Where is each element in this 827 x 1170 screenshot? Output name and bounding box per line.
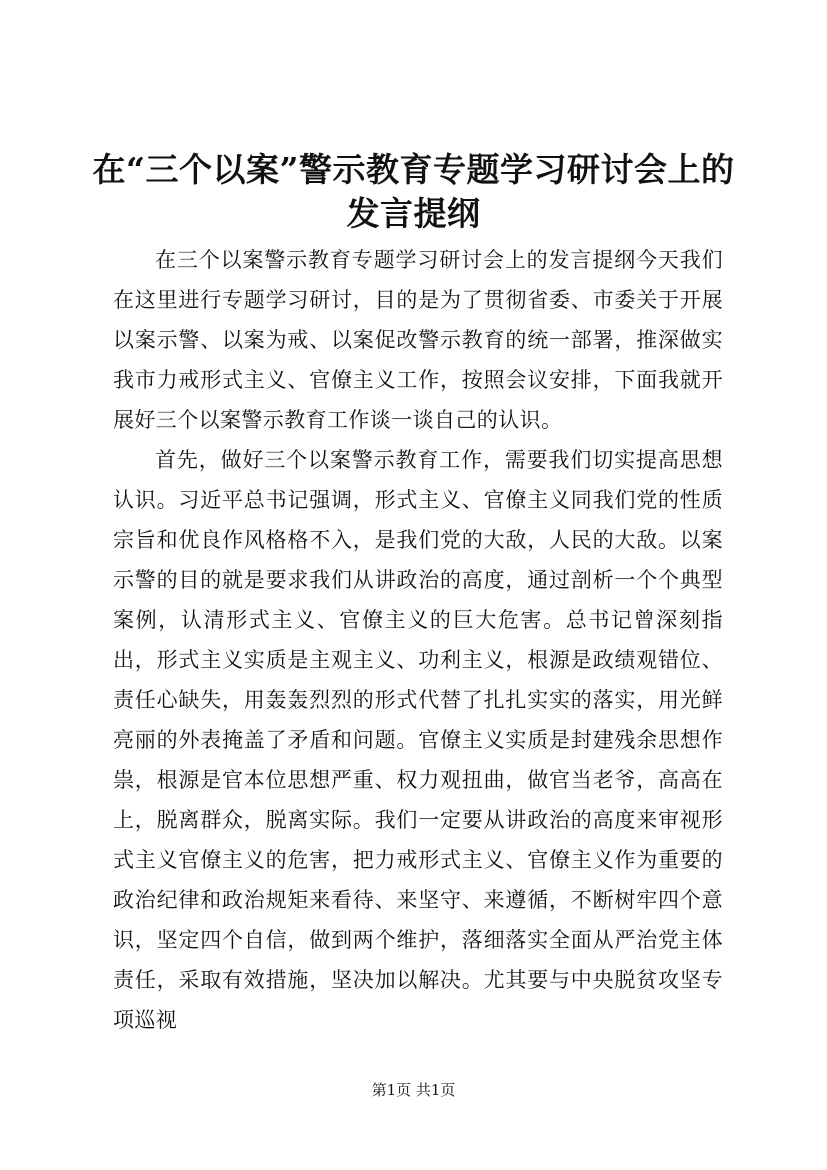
document-body	[113, 240, 723, 1040]
page-number-label: 第1页 共1页	[371, 1081, 456, 1099]
title-line-2: 发言提纲	[346, 194, 481, 233]
document-title	[80, 148, 747, 236]
paragraph-intro: 在三个以案警示教育专题学习研讨会上的发言提纲今天我们在这里进行专题学习研讨，目的是为了贯彻省委、市委关于开展以案示警、以案为戒、以案促改警示教育的统一部署，推深做实我市力戒形式主义、官僚主义工作，按照会议安排，下面我就开展好三个以案警示教育工作谈一谈自己的认识。	[113, 248, 723, 432]
title-line-1: 在“三个以案”警示教育专题学习研讨会上的	[92, 150, 735, 189]
page-footer	[0, 1080, 827, 1100]
paragraph-first-point: 首先，做好三个以案警示教育工作，需要我们切实提高思想认识。习近平总书记强调，形式主义、官僚主义同我们党的性质宗旨和优良作风格格不入，是我们党的大敌，人民的大敌。以案示警的目的就是要求我们从讲政治的高度，通过剖析一个个典型案例，认清形式主义、官僚主义的巨大危害。总书记曾深刻指出，形式主义实质是主观主义、功利主义，根源是政绩观错位、责任心缺失，用轰轰烈烈的形式代替了扎扎实实的落实，用光鲜亮丽的外表掩盖了矛盾和问题。官僚主义实质是封建残余思想作祟，根源是官本位思想严重、权力观扭曲，做官当老爷，高高在上，脱离群众，脱离实际。我们一定要从讲政治的高度来审视形式主义官僚主义的危害，把力戒形式主义、官僚主义作为重要的政治纪律和政治规矩来看待、来坚守、来遵循，不断树牢四个意识，坚定四个自信，做到两个维护，落细落实全面从严治党主体责任，采取有效措施，坚决加以解决。尤其要与中央脱贫攻坚专项巡视	[113, 448, 723, 1032]
